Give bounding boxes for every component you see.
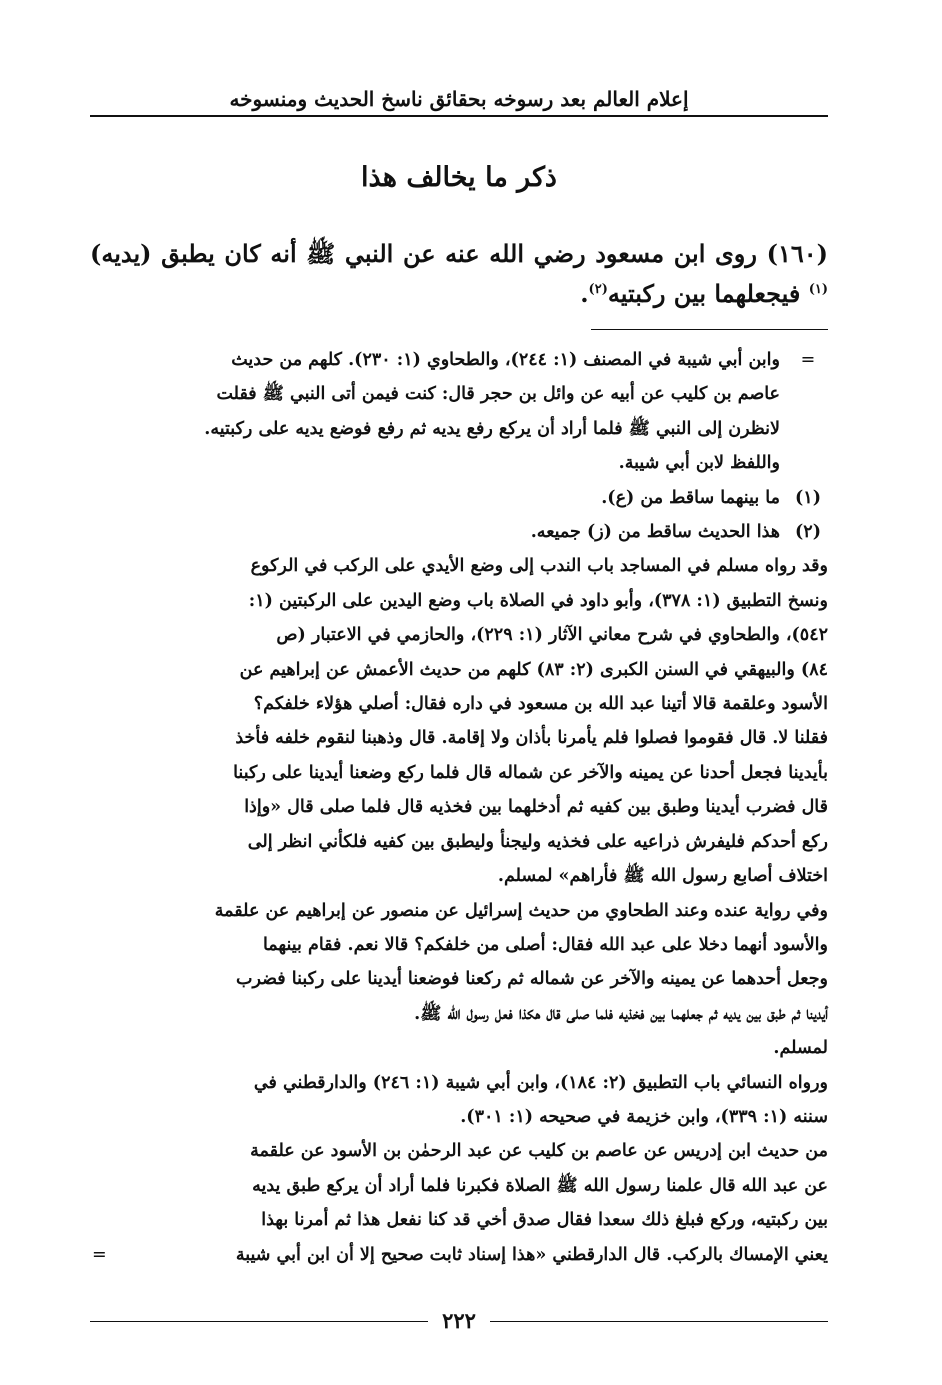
footnote-1: [90, 481, 828, 515]
footnotes-area: [90, 343, 828, 1272]
note-line: سننه (١: ٣٣٩)، وابن خزيمة في صحيحه (١: ٣٠١).: [460, 1106, 828, 1127]
continuation-marker: =: [800, 350, 816, 370]
footnote-ref-1[interactable]: (١): [808, 282, 828, 297]
note-line: لمسلم.: [773, 1038, 828, 1059]
header-rule: [90, 115, 828, 117]
hadith-160: [90, 234, 828, 314]
note-line: يعني الإمساك بالركب. قال الدارقطني «هذا إسناد ثابت صحيح إلا أن ابن أبي شيبة: [235, 1244, 828, 1265]
footnote-ref-2[interactable]: (٢): [588, 282, 608, 297]
note-line: فقلنا لا. قال فقوموا فصلوا فلم يأمرنا بأذان ولا إقامة. قال وذهبنا لنقوم خلفه فأخذ: [235, 728, 828, 749]
note-line: بأيدينا فجعل أحدنا عن يمينه والآخر عن شماله قال فلما ركع وضعنا أيدينا على ركبنا: [233, 762, 828, 783]
note-line: وفي رواية عنده وعند الطحاوي من حديث إسرائيل عن منصور عن إبراهيم عن علقمة: [214, 900, 828, 921]
footnote-2: [90, 515, 828, 549]
note-paragraph-4: [90, 1134, 828, 1272]
note-last-line: [90, 1238, 828, 1272]
note-line: ٨٤) والبيهقي في السنن الكبرى (٢: ٨٣) كلهم من حديث الأعمش عن إبراهيم عن: [239, 659, 828, 680]
hadith-number: (١٦٠): [766, 239, 828, 268]
continued-note-line: وابن أبي شيبة في المصنف (١: ٢٤٤)، والطحاوي (١: ٢٣٠). كلهم من حديث: [231, 350, 780, 370]
running-title: إعلام العالم بعد رسوخه بحقائق ناسخ الحديث ومنسوخه: [229, 87, 689, 111]
note-paragraph-1: [90, 549, 828, 893]
note-line: عن عبد الله قال علمنا رسول الله ﷺ الصلاة فكبرنا فلما أراد أن يركع طبق يديه: [252, 1175, 828, 1196]
note-line: ورواه النسائي باب التطبيق (٢: ١٨٤)، وابن أبي شيبة (١: ٢٤٦) والدارقطني في: [253, 1072, 828, 1093]
footer-rule-left: [90, 1321, 428, 1322]
page-footer: [90, 1306, 828, 1336]
continued-note: [90, 343, 828, 481]
note-line: من حديث ابن إدريس عن عاصم بن كليب عن عبد الرحمٰن بن الأسود عن علقمة: [250, 1141, 828, 1162]
note-line: ٥٤٢)، والطحاوي في شرح معاني الآثار (١: ٢٢٩)، والحازمي في الاعتبار (ص: [276, 625, 828, 646]
hadith-text-b: فيجعلهما بين ركبتيه: [607, 279, 809, 308]
continued-note-line: واللفظ لابن أبي شيبة.: [618, 453, 780, 474]
footnote-number: (٢): [795, 522, 821, 543]
footnote-number: (١): [795, 487, 821, 508]
continues-next-page-marker: =: [92, 1244, 107, 1265]
note-line: وقد رواه مسلم في المساجد باب الندب إلى وضع الأيدي على الركب في الركوع: [250, 556, 828, 577]
note-line: الأسود وعلقمة قالا أتينا عبد الله بن مسعود في داره فقال: أصلي هؤلاء خلفكم؟: [253, 694, 828, 715]
footer-rule-right: [490, 1321, 828, 1322]
note-line: ونسخ التطبيق (١: ٣٧٨)، وأبو داود في الصلاة باب وضع اليدين على الركبتين (١:: [248, 590, 828, 611]
footnote-rule: [591, 329, 828, 330]
note-line: قال فضرب أيدينا وطبق بين كفيه ثم أدخلهما بين فخذيه قال فلما صلى قال «وإذا: [244, 797, 828, 818]
note-line: أيدينا ثم طبق بين يديه ثم جعلهما بين فخذيه فلما صلى قال هكذا فعل رسول الله ﷺ.: [414, 1003, 828, 1024]
note-line: اختلاف أصابع رسول الله ﷺ فأراهم» لمسلم.: [497, 866, 828, 887]
book-page: [90, 0, 828, 1385]
footnote-text: ما بينهما ساقط من (ع).: [601, 487, 780, 508]
section-title: ذكر ما يخالف هذا: [361, 162, 557, 193]
note-paragraph-3: [90, 1066, 828, 1135]
note-line: وجعل أحدهما عن يمينه والآخر عن شماله ثم ركعنا فوضعنا أيدينا على ركبنا فضرب: [235, 969, 828, 990]
hadith-text-a: روى ابن مسعود رضي الله عنه عن النبي ﷺ أنه كان يطبق (يديه): [90, 239, 757, 268]
note-line: والأسود أنهما دخلا على عبد الله فقال: أصلى من خلفكم؟ قالا نعم. فقام بينهما: [262, 934, 828, 955]
note-line: ركع أحدكم فليفرش ذراعيه على فخذيه وليجنأ وليطبق بين كفيه فلكأني انظر إلى: [247, 831, 828, 852]
page-number: ٢٢٢: [442, 1308, 476, 1333]
note-line: بين ركبتيه، وركع فبلغ ذلك سعدا فقال صدق أخي قد كنا نفعل هذا ثم أمرنا بهذا: [261, 1210, 828, 1231]
continued-note-line: عاصم بن كليب عن أبيه عن وائل بن حجر قال: كنت فيمن أتى النبي ﷺ فقلت: [216, 384, 780, 405]
note-paragraph-2: [90, 894, 828, 1066]
hadith-text-end: .: [580, 279, 589, 308]
footnote-text: هذا الحديث ساقط من (ز) جميعه.: [530, 522, 780, 543]
continued-note-line: لانظرن إلى النبي ﷺ فلما أراد أن يركع رفع يديه ثم رفع فوضع يديه على ركبتيه.: [204, 418, 780, 439]
